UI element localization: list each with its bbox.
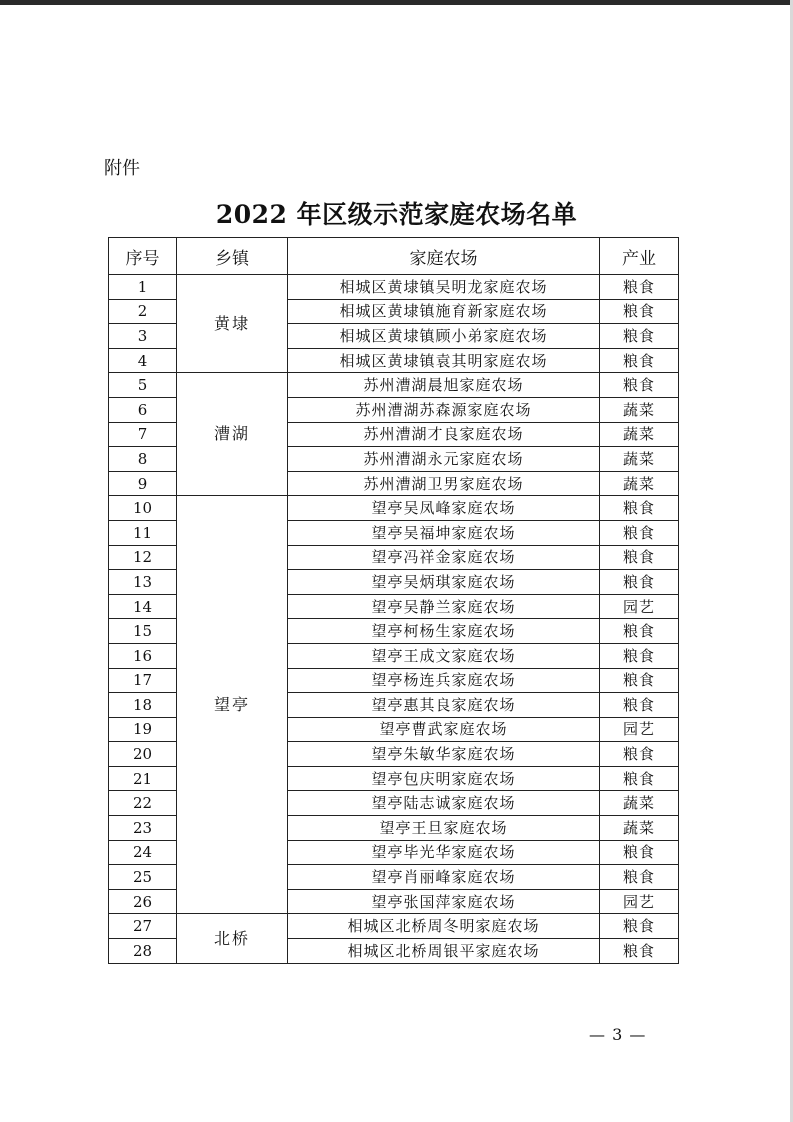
cell-industry: 粮食 [600,914,679,939]
cell-industry: 粮食 [600,324,679,349]
cell-no: 3 [109,324,177,349]
header-town: 乡镇 [177,238,288,275]
cell-industry: 蔬菜 [600,397,679,422]
page-title: 2022 年区级示范家庭农场名单 [215,200,578,229]
table-row [109,496,679,521]
cell-no: 14 [109,594,177,619]
cell-farm: 望亭杨连兵家庭农场 [288,668,600,693]
cell-no: 8 [109,447,177,472]
table-header-row [109,238,679,275]
cell-farm: 苏州漕湖晨旭家庭农场 [288,373,600,398]
cell-no: 28 [109,939,177,964]
header-farm: 家庭农场 [288,238,600,275]
farm-roster-table [108,237,679,964]
cell-no: 17 [109,668,177,693]
cell-farm: 望亭王旦家庭农场 [288,816,600,841]
cell-industry: 粮食 [600,496,679,521]
cell-industry: 粮食 [600,275,679,300]
cell-industry: 蔬菜 [600,791,679,816]
cell-no: 16 [109,643,177,668]
cell-no: 11 [109,520,177,545]
cell-farm: 苏州漕湖永元家庭农场 [288,447,600,472]
cell-industry: 粮食 [600,373,679,398]
cell-farm: 相城区北桥周银平家庭农场 [288,939,600,964]
cell-farm: 望亭陆志诚家庭农场 [288,791,600,816]
cell-industry: 粮食 [600,766,679,791]
cell-industry: 粮食 [600,619,679,644]
cell-town-beiqiao: 北桥 [177,914,288,963]
cell-industry: 粮食 [600,520,679,545]
cell-industry: 粮食 [600,693,679,718]
cell-farm: 相城区黄埭镇袁其明家庭农场 [288,348,600,373]
cell-no: 21 [109,766,177,791]
cell-town-huangdai: 黄埭 [177,275,288,373]
cell-industry: 蔬菜 [600,422,679,447]
cell-farm: 望亭曹武家庭农场 [288,717,600,742]
cell-farm: 望亭吴凤峰家庭农场 [288,496,600,521]
table-row [109,373,679,398]
cell-farm: 望亭肖丽峰家庭农场 [288,865,600,890]
cell-farm: 苏州漕湖才良家庭农场 [288,422,600,447]
cell-farm: 苏州漕湖卫男家庭农场 [288,471,600,496]
cell-farm: 望亭张国萍家庭农场 [288,889,600,914]
cell-industry: 粮食 [600,545,679,570]
cell-industry: 粮食 [600,742,679,767]
cell-industry: 粮食 [600,939,679,964]
cell-farm: 相城区北桥周冬明家庭农场 [288,914,600,939]
cell-farm: 望亭王成文家庭农场 [288,643,600,668]
cell-industry: 粮食 [600,840,679,865]
cell-no: 2 [109,299,177,324]
cell-no: 10 [109,496,177,521]
header-no: 序号 [109,238,177,275]
cell-no: 12 [109,545,177,570]
cell-industry: 粮食 [600,348,679,373]
cell-industry: 园艺 [600,717,679,742]
cell-town-wangting: 望亭 [177,496,288,914]
cell-farm: 望亭毕光华家庭农场 [288,840,600,865]
cell-no: 19 [109,717,177,742]
cell-industry: 粮食 [600,668,679,693]
cell-no: 6 [109,397,177,422]
cell-no: 25 [109,865,177,890]
cell-industry: 蔬菜 [600,816,679,841]
cell-no: 13 [109,570,177,595]
cell-farm: 相城区黄埭镇顾小弟家庭农场 [288,324,600,349]
cell-no: 15 [109,619,177,644]
scan-edge-top [0,0,793,5]
cell-no: 27 [109,914,177,939]
page-number: — 3 — [589,1025,647,1044]
cell-farm: 相城区黄埭镇施育新家庭农场 [288,299,600,324]
cell-industry: 蔬菜 [600,447,679,472]
cell-farm: 望亭柯杨生家庭农场 [288,619,600,644]
cell-industry: 园艺 [600,594,679,619]
cell-farm: 望亭冯祥金家庭农场 [288,545,600,570]
cell-farm: 望亭吴福坤家庭农场 [288,520,600,545]
cell-farm: 望亭吴静兰家庭农场 [288,594,600,619]
cell-industry: 粮食 [600,643,679,668]
table-row [109,275,679,300]
cell-no: 20 [109,742,177,767]
cell-farm: 望亭惠其良家庭农场 [288,693,600,718]
cell-no: 7 [109,422,177,447]
cell-industry: 粮食 [600,299,679,324]
cell-no: 26 [109,889,177,914]
cell-no: 23 [109,816,177,841]
cell-no: 18 [109,693,177,718]
cell-industry: 蔬菜 [600,471,679,496]
cell-no: 1 [109,275,177,300]
cell-industry: 粮食 [600,865,679,890]
header-industry: 产业 [600,238,679,275]
cell-farm: 望亭包庆明家庭农场 [288,766,600,791]
cell-no: 4 [109,348,177,373]
cell-industry: 粮食 [600,570,679,595]
cell-town-caohu: 漕湖 [177,373,288,496]
cell-farm: 苏州漕湖苏森源家庭农场 [288,397,600,422]
cell-farm: 相城区黄埭镇吴明龙家庭农场 [288,275,600,300]
cell-no: 9 [109,471,177,496]
cell-no: 24 [109,840,177,865]
table-row [109,914,679,939]
cell-no: 5 [109,373,177,398]
cell-industry: 园艺 [600,889,679,914]
cell-no: 22 [109,791,177,816]
attachment-label: 附件 [104,158,140,179]
cell-farm: 望亭吴炳琪家庭农场 [288,570,600,595]
cell-farm: 望亭朱敏华家庭农场 [288,742,600,767]
